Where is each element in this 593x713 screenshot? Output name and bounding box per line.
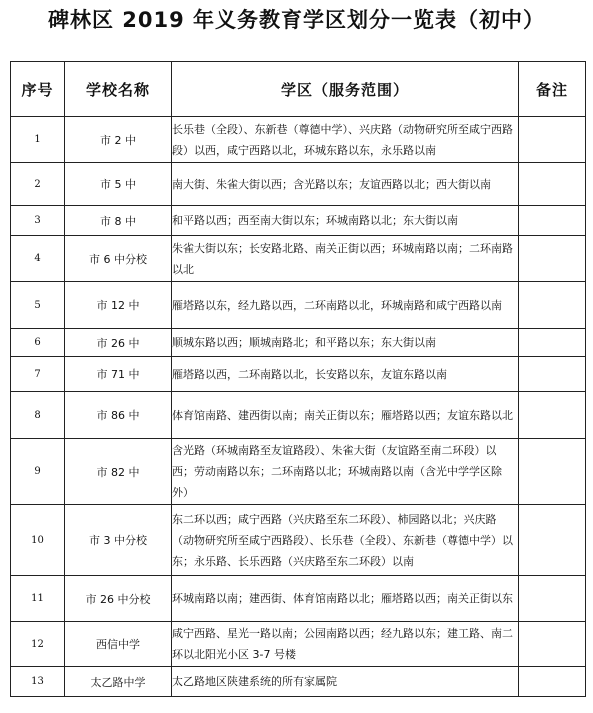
header-school: 学校名称 bbox=[65, 62, 172, 117]
row-school-name: 太乙路中学 bbox=[65, 667, 172, 697]
row-district: 咸宁西路、星光一路以南；公园南路以西；经九路以东；建工路、南二环以北阳光小区 3-7 号楼 bbox=[172, 622, 519, 667]
row-district: 雁塔路以西，二环南路以北，长安路以东，友谊东路以南 bbox=[172, 357, 519, 392]
row-note bbox=[519, 282, 586, 329]
header-note: 备注 bbox=[519, 62, 586, 117]
table-row bbox=[11, 329, 586, 357]
row-note bbox=[519, 357, 586, 392]
row-school-name: 市 8 中 bbox=[65, 206, 172, 236]
row-index: 7 bbox=[11, 357, 65, 392]
row-school-name: 市 3 中分校 bbox=[65, 505, 172, 576]
row-district: 朱雀大街以东；长安路北路、南关正街以西；环城南路以南；二环南路以北 bbox=[172, 236, 519, 282]
row-index: 1 bbox=[11, 117, 65, 163]
row-school-name: 市 12 中 bbox=[65, 282, 172, 329]
row-index: 8 bbox=[11, 392, 65, 439]
table-header-row bbox=[11, 62, 586, 117]
row-note bbox=[519, 236, 586, 282]
row-index: 3 bbox=[11, 206, 65, 236]
row-note bbox=[519, 622, 586, 667]
row-index: 4 bbox=[11, 236, 65, 282]
row-district: 长乐巷（全段）、东新巷（尊德中学）、兴庆路（动物研究所至咸宁西路段）以西，咸宁西路以北，环城东路以东，永乐路以南 bbox=[172, 117, 519, 163]
row-note bbox=[519, 392, 586, 439]
table-row bbox=[11, 236, 586, 282]
row-note bbox=[519, 117, 586, 163]
row-index: 6 bbox=[11, 329, 65, 357]
district-table bbox=[10, 61, 586, 697]
row-school-name: 市 26 中 bbox=[65, 329, 172, 357]
table-row bbox=[11, 439, 586, 505]
row-district: 和平路以西；西至南大街以东；环城南路以北；东大街以南 bbox=[172, 206, 519, 236]
page-title: 碑林区 2019 年义务教育学区划分一览表（初中） bbox=[47, 8, 546, 32]
row-district: 体育馆南路、建西街以南；南关正街以东；雁塔路以西；友谊东路以北 bbox=[172, 392, 519, 439]
row-school-name: 市 86 中 bbox=[65, 392, 172, 439]
row-school-name: 市 82 中 bbox=[65, 439, 172, 505]
row-index: 2 bbox=[11, 163, 65, 206]
row-index: 13 bbox=[11, 667, 65, 697]
table-row bbox=[11, 163, 586, 206]
row-school-name: 西信中学 bbox=[65, 622, 172, 667]
table-row bbox=[11, 117, 586, 163]
row-note bbox=[519, 329, 586, 357]
row-school-name: 市 26 中分校 bbox=[65, 576, 172, 622]
table-row bbox=[11, 622, 586, 667]
table-row bbox=[11, 392, 586, 439]
table-row bbox=[11, 667, 586, 697]
row-index: 12 bbox=[11, 622, 65, 667]
row-district: 顺城东路以西；顺城南路北；和平路以东；东大街以南 bbox=[172, 329, 519, 357]
header-index: 序号 bbox=[11, 62, 65, 117]
table-row bbox=[11, 282, 586, 329]
row-note bbox=[519, 576, 586, 622]
row-note bbox=[519, 439, 586, 505]
table-row bbox=[11, 576, 586, 622]
row-school-name: 市 71 中 bbox=[65, 357, 172, 392]
row-school-name: 市 5 中 bbox=[65, 163, 172, 206]
row-district: 太乙路地区陕建系统的所有家属院 bbox=[172, 667, 519, 697]
row-index: 5 bbox=[11, 282, 65, 329]
row-school-name: 市 2 中 bbox=[65, 117, 172, 163]
table-row bbox=[11, 505, 586, 576]
row-district: 雁塔路以东，经九路以西，二环南路以北，环城南路和咸宁西路以南 bbox=[172, 282, 519, 329]
row-school-name: 市 6 中分校 bbox=[65, 236, 172, 282]
row-index: 10 bbox=[11, 505, 65, 576]
row-note bbox=[519, 206, 586, 236]
row-district: 东二环以西；咸宁西路（兴庆路至东二环段）、柿园路以北；兴庆路（动物研究所至咸宁西路段）、长乐巷（全段）、东新巷（尊德中学）以东；永乐路、长乐西路（兴庆路至东二环段）以南 bbox=[172, 505, 519, 576]
row-note bbox=[519, 163, 586, 206]
row-index: 9 bbox=[11, 439, 65, 505]
header-district: 学区（服务范围） bbox=[172, 62, 519, 117]
row-index: 11 bbox=[11, 576, 65, 622]
row-district: 环城南路以南；建西街、体育馆南路以北；雁塔路以西；南关正街以东 bbox=[172, 576, 519, 622]
row-district: 南大街、朱雀大街以西；含光路以东；友谊西路以北；西大街以南 bbox=[172, 163, 519, 206]
table-row bbox=[11, 206, 586, 236]
row-note bbox=[519, 667, 586, 697]
row-note bbox=[519, 505, 586, 576]
row-district: 含光路（环城南路至友谊路段）、朱雀大街（友谊路至南二环段）以西；劳动南路以东；二环南路以北；环城南路以南（含光中学学区除外） bbox=[172, 439, 519, 505]
table-body bbox=[11, 117, 586, 697]
table-row bbox=[11, 357, 586, 392]
